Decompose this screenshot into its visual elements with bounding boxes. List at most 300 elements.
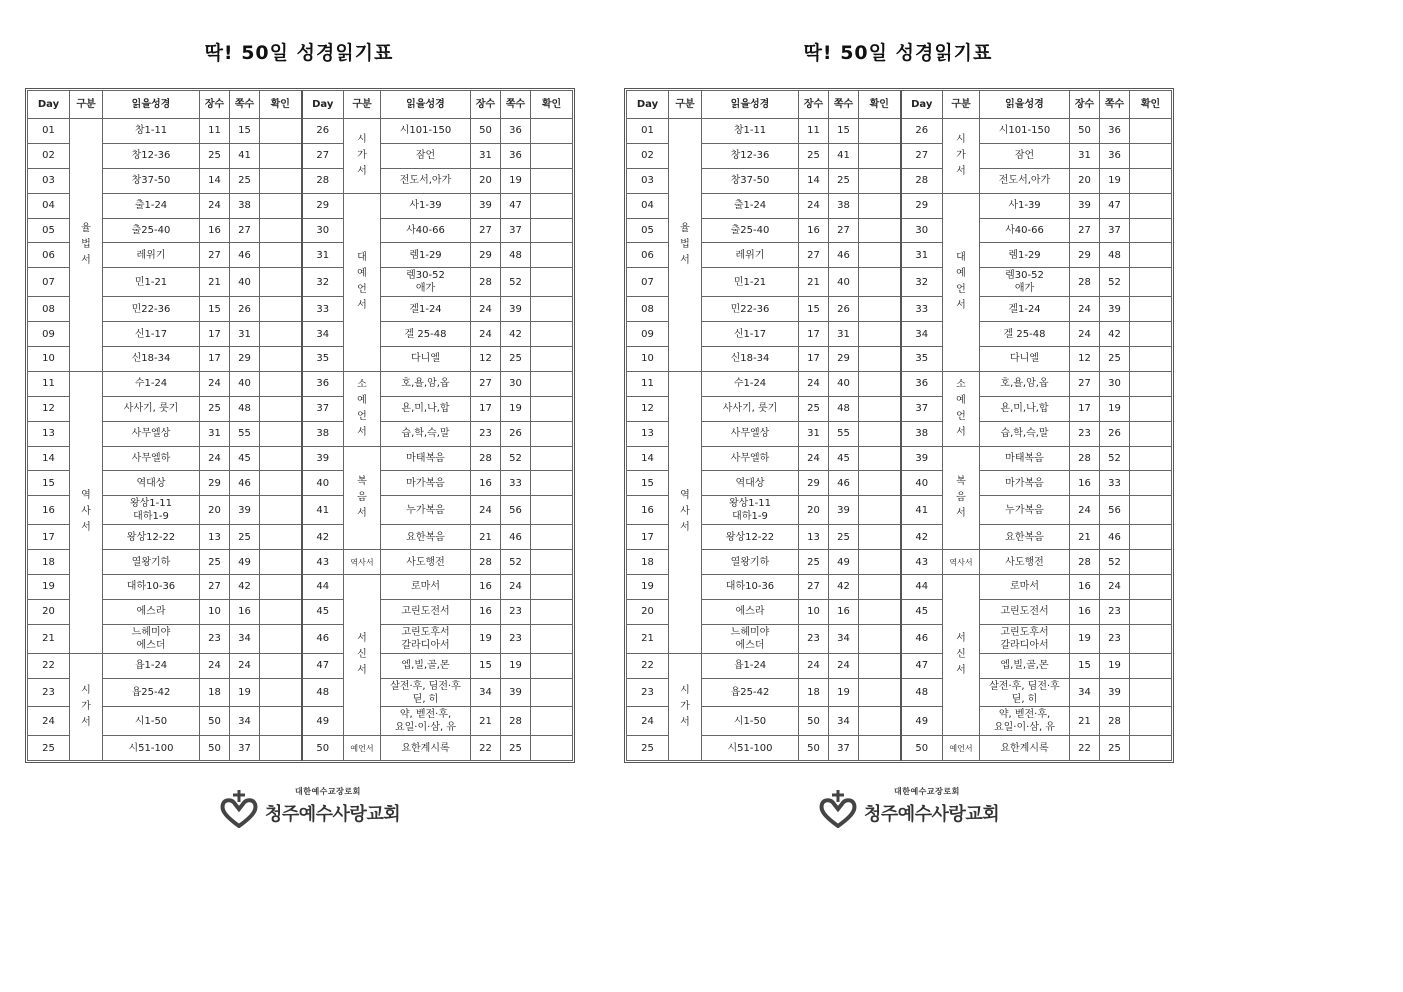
check-cell[interactable] (260, 243, 302, 268)
reading-line: 마태복음 (406, 453, 445, 465)
pages-cell: 25 (829, 525, 859, 550)
check-cell[interactable] (859, 736, 901, 761)
check-cell[interactable] (260, 421, 302, 446)
check-cell[interactable] (531, 653, 573, 678)
check-cell[interactable] (859, 322, 901, 347)
check-cell[interactable] (859, 371, 901, 396)
reading-cell (980, 446, 1070, 471)
check-cell[interactable] (531, 421, 573, 446)
pages-cell: 29 (829, 347, 859, 372)
header-chapters: 장수 (471, 91, 501, 119)
chapters-cell: 50 (799, 707, 829, 736)
check-cell[interactable] (260, 371, 302, 396)
category-label: 역사서 (81, 490, 91, 534)
check-cell[interactable] (1130, 550, 1172, 575)
chapters-cell: 17 (471, 396, 501, 421)
chapters-cell: 16 (471, 599, 501, 624)
cross-heart-icon (219, 788, 259, 828)
check-cell[interactable] (859, 653, 901, 678)
chapters-cell: 24 (799, 446, 829, 471)
reading-cell (702, 736, 799, 761)
category-cell (344, 446, 381, 550)
chapters-cell: 11 (799, 119, 829, 144)
reading-cell (103, 119, 200, 144)
chapters-cell: 10 (200, 599, 230, 624)
reading-cell (103, 421, 200, 446)
chapters-cell: 34 (471, 678, 501, 707)
check-cell[interactable] (260, 496, 302, 525)
check-cell[interactable] (859, 119, 901, 144)
reading-line: 시1-50 (733, 715, 767, 727)
reading-cell (980, 168, 1070, 193)
check-cell[interactable] (531, 193, 573, 218)
day-cell: 49 (302, 707, 344, 736)
pages-cell: 49 (829, 550, 859, 575)
chapters-cell: 21 (471, 525, 501, 550)
reading-cell (381, 347, 471, 372)
header-reading: 읽을성경 (980, 91, 1070, 119)
reading-cell (702, 653, 799, 678)
reading-cell (103, 193, 200, 218)
check-cell[interactable] (1130, 243, 1172, 268)
check-cell[interactable] (531, 243, 573, 268)
check-cell[interactable] (1130, 575, 1172, 600)
check-cell[interactable] (1130, 624, 1172, 653)
check-cell[interactable] (531, 168, 573, 193)
category-label: 소예언서 (357, 378, 367, 438)
check-cell[interactable] (1130, 297, 1172, 322)
check-cell[interactable] (531, 371, 573, 396)
check-cell[interactable] (531, 396, 573, 421)
check-cell[interactable] (1130, 371, 1172, 396)
pages-cell: 19 (501, 396, 531, 421)
category-label: 율법서 (81, 222, 91, 266)
header-check: 확인 (1130, 91, 1172, 119)
reading-line: 요한복음 (406, 531, 445, 543)
check-cell[interactable] (1130, 268, 1172, 297)
reading-line: 겔 25-48 (404, 328, 447, 340)
check-cell[interactable] (859, 243, 901, 268)
day-cell: 46 (302, 624, 344, 653)
check-cell[interactable] (260, 525, 302, 550)
church-logo (219, 784, 401, 830)
day-cell: 42 (302, 525, 344, 550)
pages-cell: 36 (501, 119, 531, 144)
check-cell[interactable] (1130, 347, 1172, 372)
check-cell[interactable] (531, 550, 573, 575)
reading-line: 다니엘 (1010, 353, 1039, 365)
pages-cell: 39 (230, 496, 260, 525)
reading-cell (702, 143, 799, 168)
check-cell[interactable] (531, 624, 573, 653)
day-cell: 19 (28, 575, 70, 600)
check-cell[interactable] (859, 396, 901, 421)
chapters-cell: 16 (1070, 599, 1100, 624)
category-cell (943, 736, 980, 761)
reading-cell (702, 193, 799, 218)
check-cell[interactable] (260, 575, 302, 600)
chapters-cell: 29 (799, 471, 829, 496)
day-cell: 46 (901, 624, 943, 653)
reading-cell (103, 599, 200, 624)
reading-cell (381, 599, 471, 624)
pages-cell: 23 (501, 599, 531, 624)
reading-cell (381, 624, 471, 653)
check-cell[interactable] (260, 218, 302, 243)
reading-cell (103, 707, 200, 736)
reading-line: 사무엘상 (730, 428, 770, 440)
check-cell[interactable] (531, 575, 573, 600)
chapters-cell: 15 (200, 297, 230, 322)
reading-line: 습,학,슥,말 (1000, 428, 1049, 440)
check-cell[interactable] (531, 268, 573, 297)
check-cell[interactable] (1130, 678, 1172, 707)
check-cell[interactable] (531, 678, 573, 707)
check-cell[interactable] (260, 396, 302, 421)
header-reading: 읽을성경 (103, 91, 200, 119)
check-cell[interactable] (859, 496, 901, 525)
day-cell: 38 (302, 421, 344, 446)
day-cell: 07 (627, 268, 669, 297)
check-cell[interactable] (1130, 119, 1172, 144)
chapters-cell: 16 (1070, 471, 1100, 496)
denomination-label: 대한예수교장로회 (295, 787, 361, 796)
chapters-cell: 28 (1070, 446, 1100, 471)
pages-cell: 42 (230, 575, 260, 600)
chapters-cell: 20 (200, 496, 230, 525)
check-cell[interactable] (260, 736, 302, 761)
reading-cell (381, 653, 471, 678)
day-cell: 15 (28, 471, 70, 496)
check-cell[interactable] (859, 678, 901, 707)
check-cell[interactable] (1130, 218, 1172, 243)
chapters-cell: 24 (799, 371, 829, 396)
check-cell[interactable] (531, 736, 573, 761)
header-pages: 쪽수 (1100, 91, 1130, 119)
check-cell[interactable] (859, 707, 901, 736)
chapters-cell: 27 (1070, 218, 1100, 243)
day-cell: 28 (302, 168, 344, 193)
pages-cell: 46 (1100, 525, 1130, 550)
chapters-cell: 12 (1070, 347, 1100, 372)
reading-line: 욥1-24 (733, 660, 767, 672)
table-row (627, 471, 1172, 496)
chapters-cell: 21 (799, 268, 829, 297)
day-cell: 12 (28, 396, 70, 421)
pages-cell: 37 (501, 218, 531, 243)
category-cell (70, 653, 103, 761)
check-cell[interactable] (260, 678, 302, 707)
check-cell[interactable] (1130, 396, 1172, 421)
check-cell[interactable] (260, 599, 302, 624)
chapters-cell: 27 (471, 371, 501, 396)
reading-cell (702, 471, 799, 496)
check-cell[interactable] (859, 193, 901, 218)
day-cell: 18 (627, 550, 669, 575)
check-cell[interactable] (531, 347, 573, 372)
chapters-cell: 25 (200, 143, 230, 168)
reading-cell (103, 653, 200, 678)
check-cell[interactable] (859, 446, 901, 471)
chapters-cell: 34 (1070, 678, 1100, 707)
reading-cell (381, 268, 471, 297)
check-cell[interactable] (531, 119, 573, 144)
reading-line: 욥25-42 (730, 687, 770, 699)
check-cell[interactable] (1130, 525, 1172, 550)
reading-cell (980, 496, 1070, 525)
check-cell[interactable] (859, 599, 901, 624)
check-cell[interactable] (260, 707, 302, 736)
chapters-cell: 25 (799, 143, 829, 168)
reading-cell (702, 624, 799, 653)
reading-line: 다니엘 (411, 353, 440, 365)
check-cell[interactable] (1130, 707, 1172, 736)
reading-cell (702, 322, 799, 347)
category-label: 대예언서 (357, 252, 367, 312)
header-category: 구분 (669, 91, 702, 119)
chapters-cell: 24 (471, 496, 501, 525)
check-cell[interactable] (531, 525, 573, 550)
day-cell: 35 (302, 347, 344, 372)
reading-cell (980, 396, 1070, 421)
check-cell[interactable] (859, 143, 901, 168)
reading-line: 딛, 히 (412, 693, 439, 705)
reading-line: 딛, 히 (1011, 693, 1038, 705)
pages-cell: 30 (1100, 371, 1130, 396)
day-cell: 09 (28, 322, 70, 347)
reading-line: 사무엘상 (131, 428, 171, 440)
chapters-cell: 24 (471, 297, 501, 322)
check-cell[interactable] (260, 624, 302, 653)
pages-cell: 23 (1100, 599, 1130, 624)
reading-cell (702, 525, 799, 550)
check-cell[interactable] (531, 471, 573, 496)
reading-line: 습,학,슥,말 (401, 428, 450, 440)
chapters-cell: 17 (799, 347, 829, 372)
pages-cell: 46 (230, 471, 260, 496)
table-row (28, 653, 573, 678)
check-cell[interactable] (1130, 471, 1172, 496)
reading-cell (103, 736, 200, 761)
check-cell[interactable] (531, 496, 573, 525)
header-reading: 읽을성경 (702, 91, 799, 119)
pages-cell: 49 (230, 550, 260, 575)
chapters-cell: 11 (200, 119, 230, 144)
reading-line: 사40-66 (406, 225, 445, 236)
pages-cell: 24 (829, 653, 859, 678)
day-cell: 45 (302, 599, 344, 624)
reading-line: 출1-24 (134, 200, 168, 212)
check-cell[interactable] (531, 707, 573, 736)
reading-line: 대하10-36 (126, 581, 176, 593)
check-cell[interactable] (260, 550, 302, 575)
reading-line: 민22-36 (131, 303, 171, 315)
pages-cell: 25 (829, 168, 859, 193)
reading-line: 약, 벧전·후, (399, 709, 452, 721)
day-cell: 30 (302, 218, 344, 243)
check-cell[interactable] (859, 624, 901, 653)
reading-line: 창1-11 (733, 125, 767, 137)
check-cell[interactable] (531, 446, 573, 471)
check-cell[interactable] (1130, 496, 1172, 525)
reading-line: 왕상1-11 (129, 498, 172, 510)
day-cell: 17 (627, 525, 669, 550)
check-cell[interactable] (260, 653, 302, 678)
table-row (28, 268, 573, 297)
check-cell[interactable] (1130, 599, 1172, 624)
table-row (28, 168, 573, 193)
chapters-cell: 17 (200, 347, 230, 372)
reading-cell (381, 550, 471, 575)
check-cell[interactable] (260, 193, 302, 218)
check-cell[interactable] (531, 297, 573, 322)
reading-line: 창37-50 (730, 175, 770, 187)
check-cell[interactable] (1130, 653, 1172, 678)
category-label: 시가서 (81, 684, 91, 728)
chapters-cell: 19 (1070, 624, 1100, 653)
category-cell (344, 371, 381, 446)
reading-cell (103, 243, 200, 268)
reading-cell (103, 347, 200, 372)
check-cell[interactable] (260, 297, 302, 322)
table-row (627, 168, 1172, 193)
day-cell: 49 (901, 707, 943, 736)
check-cell[interactable] (260, 347, 302, 372)
table-row (28, 624, 573, 653)
check-cell[interactable] (260, 446, 302, 471)
check-cell[interactable] (859, 347, 901, 372)
pages-cell: 46 (501, 525, 531, 550)
check-cell[interactable] (859, 575, 901, 600)
check-cell[interactable] (260, 143, 302, 168)
reading-line: 시1-50 (134, 715, 168, 727)
chapters-cell: 28 (471, 550, 501, 575)
church-logo (818, 784, 1000, 830)
day-cell: 50 (901, 736, 943, 761)
day-cell: 09 (627, 322, 669, 347)
check-cell[interactable] (531, 322, 573, 347)
check-cell[interactable] (260, 119, 302, 144)
day-cell: 43 (302, 550, 344, 575)
chapters-cell: 24 (1070, 322, 1100, 347)
chapters-cell: 13 (200, 525, 230, 550)
chapters-cell: 31 (471, 143, 501, 168)
reading-cell (381, 575, 471, 600)
check-cell[interactable] (859, 268, 901, 297)
day-cell: 19 (627, 575, 669, 600)
category-label: 복음서 (357, 475, 367, 519)
pages-cell: 39 (829, 496, 859, 525)
check-cell[interactable] (1130, 193, 1172, 218)
day-cell: 38 (901, 421, 943, 446)
check-cell[interactable] (1130, 446, 1172, 471)
page-title: 딱! 50일 성경읽기표 (204, 42, 394, 64)
day-cell: 27 (302, 143, 344, 168)
reading-line: 엡,빌,골,몬 (1000, 660, 1049, 672)
day-cell: 18 (28, 550, 70, 575)
check-cell[interactable] (859, 168, 901, 193)
reading-cell (980, 193, 1070, 218)
category-label: 역사서 (350, 557, 374, 567)
reading-cell (381, 193, 471, 218)
pages-cell: 37 (1100, 218, 1130, 243)
table-row (28, 371, 573, 396)
reading-cell (702, 678, 799, 707)
check-cell[interactable] (260, 322, 302, 347)
reading-line: 겔1-24 (1008, 303, 1041, 315)
reading-cell (702, 707, 799, 736)
day-cell: 32 (901, 268, 943, 297)
check-cell[interactable] (859, 218, 901, 243)
pages-cell: 26 (1100, 421, 1130, 446)
day-cell: 29 (901, 193, 943, 218)
reading-cell (381, 218, 471, 243)
reading-table-frame (25, 88, 575, 763)
day-cell: 22 (627, 653, 669, 678)
pages-cell: 45 (230, 446, 260, 471)
check-cell[interactable] (859, 297, 901, 322)
table-row (627, 347, 1172, 372)
day-cell: 07 (28, 268, 70, 297)
reading-line: 사1-39 (1008, 200, 1041, 212)
category-cell (669, 119, 702, 372)
reading-cell (103, 575, 200, 600)
chapters-cell: 28 (1070, 550, 1100, 575)
check-cell[interactable] (1130, 143, 1172, 168)
check-cell[interactable] (859, 471, 901, 496)
check-cell[interactable] (260, 268, 302, 297)
day-cell: 37 (302, 396, 344, 421)
chapters-cell: 31 (799, 421, 829, 446)
check-cell[interactable] (859, 550, 901, 575)
day-cell: 01 (627, 119, 669, 144)
reading-line: 느헤미야 (131, 626, 171, 638)
check-cell[interactable] (859, 421, 901, 446)
check-cell[interactable] (1130, 322, 1172, 347)
check-cell[interactable] (859, 525, 901, 550)
check-cell[interactable] (260, 471, 302, 496)
reading-line: 대하10-36 (725, 581, 775, 593)
day-cell: 05 (627, 218, 669, 243)
pages-cell: 16 (829, 599, 859, 624)
pages-cell: 24 (230, 653, 260, 678)
check-cell[interactable] (1130, 736, 1172, 761)
reading-cell (103, 525, 200, 550)
check-cell[interactable] (531, 143, 573, 168)
reading-line: 느헤미야 (730, 626, 770, 638)
day-cell: 39 (302, 446, 344, 471)
day-cell: 40 (901, 471, 943, 496)
check-cell[interactable] (531, 218, 573, 243)
day-cell: 21 (28, 624, 70, 653)
reading-line: 열왕기하 (730, 556, 770, 568)
category-cell (70, 371, 103, 653)
day-cell: 02 (28, 143, 70, 168)
check-cell[interactable] (531, 599, 573, 624)
chapters-cell: 29 (200, 471, 230, 496)
check-cell[interactable] (260, 168, 302, 193)
category-label: 시가서 (680, 684, 690, 728)
check-cell[interactable] (1130, 421, 1172, 446)
chapters-cell: 16 (799, 218, 829, 243)
day-cell: 41 (302, 496, 344, 525)
reading-cell (103, 371, 200, 396)
pages-cell: 19 (501, 168, 531, 193)
reading-line: 렘1-29 (409, 249, 442, 261)
reading-cell (103, 268, 200, 297)
check-cell[interactable] (1130, 168, 1172, 193)
pages-cell: 37 (829, 736, 859, 761)
